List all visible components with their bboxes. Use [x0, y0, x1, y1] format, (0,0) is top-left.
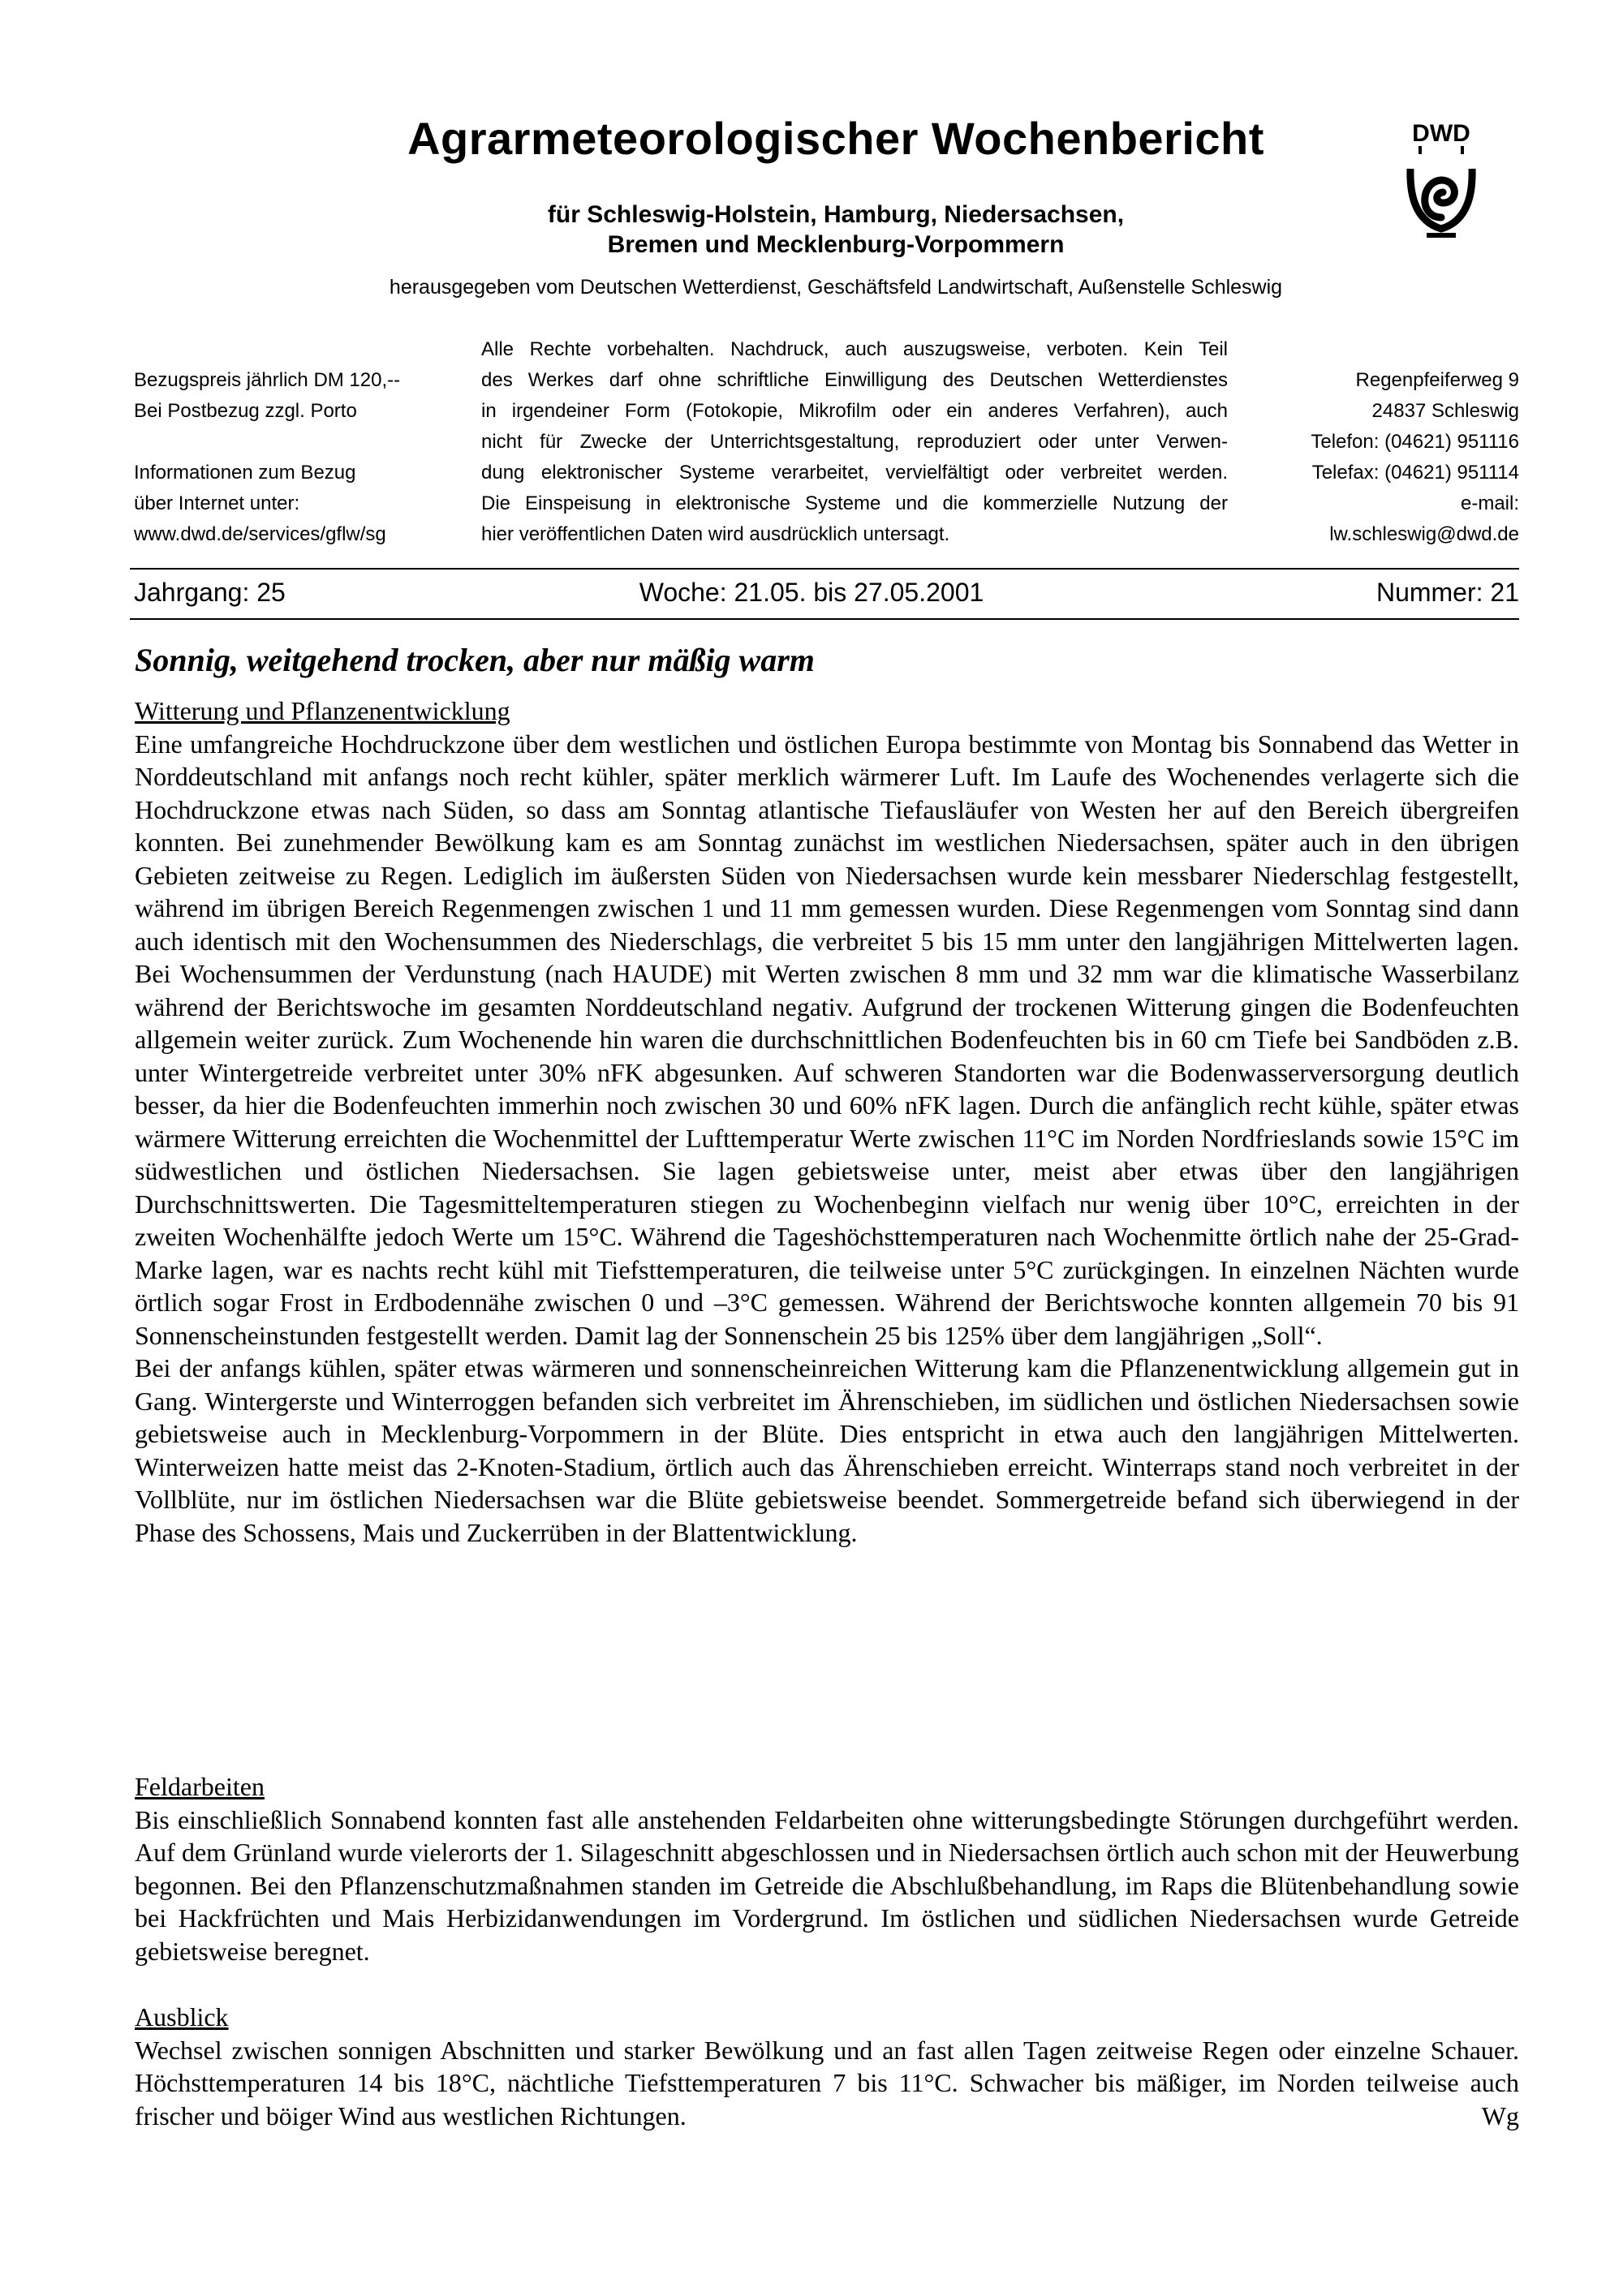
copyright-notice	[481, 334, 1228, 550]
price-line-2: Bei Postbezug zzgl. Porto	[134, 400, 357, 422]
subtitle-line-1: für Schleswig-Holstein, Hamburg, Niedersachsen,	[547, 201, 1125, 228]
svg-text:DWD: DWD	[1412, 120, 1470, 147]
issue-number: Nummer: 21	[1375, 578, 1519, 607]
section-heading-feldarbeiten: Feldarbeiten	[135, 1772, 265, 1801]
address-city: 24837 Schleswig	[1371, 400, 1519, 422]
week-range: Woche: 21.05. bis 27.05.2001	[639, 578, 984, 607]
publisher-line: herausgegeben vom Deutschen Wetterdienst, Geschäftsfeld Landwirtschaft, Außenstelle Schleswig	[389, 276, 1283, 299]
subtitle-line-2: Bremen und Mecklenburg-Vorpommern	[607, 231, 1065, 258]
subscription-info	[134, 365, 450, 550]
ausblick-text: Wechsel zwischen sonnigen Abschnitten und starker Bewölkung und an fast allen Tagen zeitweise Regen oder einzelne Schauer. Höchsttemperaturen 14 bis 18°C, nächtliche Tiefsttemperaturen 7 bis 11°C. Schwacher bis mäßiger, im Norden teilweise auch frischer und böiger Wind aus westlichen Richtungen.	[135, 2035, 1519, 2130]
email-address: lw.schleswig@dwd.de	[1329, 523, 1519, 545]
report-headline: Sonnig, weitgehend trocken, aber nur mäßig warm	[135, 642, 815, 678]
contact-address	[1217, 365, 1519, 550]
info-line-2: über Internet unter:	[134, 492, 300, 514]
dwd-logo-icon	[1402, 114, 1480, 243]
report-subtitle	[268, 200, 1404, 260]
copyright-line: hier veröffentlichen Daten wird ausdrücklich untersagt.	[481, 523, 950, 545]
feldarbeiten-paragraph: Bis einschließlich Sonnabend konnten fast alle anstehenden Feldarbeiten ohne witterungsbedingte Störungen durchgeführt werden. Auf dem Grünland wurde vielerorts der 1. Silageschnitt abgeschlossen und in Niedersachsen örtlich auch schon mit der Heuwerbung begonnen. Bei den Pflanzenschutzmaßnahmen standen im Getreide die Abschlußbehandlung, im Raps die Blütenbehandlung sowie bei Hackfrüchten und Mais Herbizidanwendungen im Vordergrund. Im östlichen und südlichen Niedersachsen wurde Getreide gebietsweise beregnet.	[135, 1804, 1519, 1966]
section-heading-ausblick: Ausblick	[135, 2002, 229, 2032]
witterung-paragraph-2: Bei der anfangs kühlen, später etwas wärmeren und sonnenscheinreichen Witterung kam die Pflanzenentwicklung allgemein gut in Gang. Wintergerste und Winterroggen befanden sich verbreitet im Ährenschieben, im südlichen und östlichen Niedersachsen sowie gebietsweise auch in Mecklenburg-Vorpommern in der Blüte. Dies entspricht in etwa auch den langjährigen Mittelwerten. Winterweizen hatte meist das 2-Knoten-Stadium, örtlich auch das Ährenschieben erreicht. Winterraps stand noch verbreitet in der Vollblüte, nur im östlichen Niedersachsen war die Blüte gebietsweise beendet. Sommergetreide befand sich überwiegend in der Phase des Schossens, Mais und Zuckerrüben in der Blattentwicklung.	[135, 1353, 1519, 1547]
contact-fax: Telefax: (04621) 951114	[1311, 462, 1519, 484]
author-signature: Wg	[1481, 2100, 1519, 2130]
info-url: www.dwd.de/services/gflw/sg	[134, 523, 386, 545]
divider-top	[130, 568, 1519, 570]
section-ausblick	[135, 2001, 1519, 2132]
contact-phone: Telefon: (04621) 951116	[1311, 431, 1519, 453]
copyright-line: Alle Rechte vorbehalten. Nachdruck, auch auszugsweise, verboten. Kein Teil	[481, 338, 1228, 360]
copyright-line: in irgendeiner Form (Fotokopie, Mikrofilm oder ein anderes Verfahren), auch	[481, 400, 1228, 422]
address-street: Regenpfeiferweg 9	[1355, 369, 1519, 391]
divider-bottom	[130, 618, 1519, 620]
info-line-1: Informationen zum Bezug	[134, 462, 356, 484]
copyright-line: dung elektronischer Systeme verarbeitet, vervielfältigt oder verbreitet werden.	[481, 462, 1228, 484]
copyright-line: nicht für Zwecke der Unterrichtsgestaltung, reproduziert oder unter Verwen-	[481, 431, 1228, 453]
volume-number: Jahrgang: 25	[134, 578, 286, 607]
report-title: Agrarmeteorologischer Wochenbericht	[407, 113, 1264, 164]
section-witterung	[135, 694, 1519, 1549]
email-label: e-mail:	[1460, 492, 1519, 514]
witterung-paragraph-1: Eine umfangreiche Hochdruckzone über dem westlichen und östlichen Europa bestimmte von Montag bis Sonnabend das Wetter in Norddeutschland mit anfangs noch recht kühler, später merklich wärmerer Luft. Im Laufe des Wochenendes verlagerte sich die Hochdruckzone etwas nach Süden, so dass am Sonntag atlantische Tiefausläufer von Westen her auf den Bereich übergreifen konnten. Bei zunehmender Bewölkung kam es am Sonntag zunächst im westlichen Niedersachsen, später auch in den übrigen Gebieten zeitweise zu Regen. Lediglich im äußersten Süden von Niedersachsen wurde kein messbarer Niederschlag festgestellt, während im übrigen Bereich Regenmengen zwischen 1 und 11 mm gemessen wurden. Diese Regenmengen vom Sonntag sind dann auch identisch mit den Wochensummen des Niederschlags, die verbreitet 5 bis 15 mm unter den langjährigen Mittelwerten lagen. Bei Wochensummen der Verdunstung (nach HAUDE) mit Werten zwischen 8 mm und 32 mm war die klimatische Wasserbilanz während der Berichtswoche im gesamten Norddeutschland negativ. Aufgrund der trockenen Witterung gingen die Bodenfeuchten allgemein weiter zurück. Zum Wochenende hin waren die durchschnittlichen Bodenfeuchten bis in 60 cm Tiefe bei Sandböden z.B. unter Wintergetreide verbreitet unter 30% nFK abgesunken. Auf schweren Standorten war die Bodenwasserversorgung deutlich besser, da hier die Bodenfeuchten immerhin noch zwischen 30 und 60% nFK lagen. Durch die anfänglich recht kühle, später etwas wärmere Witterung erreichten die Wochenmittel der Lufttemperatur Werte zwischen 11°C im Norden Nordfrieslands sowie 15°C im südwestlichen und östlichen Niedersachsen. Sie lagen gebietsweise unter, meist aber etwas über den langjährigen Durchschnittswerten. Die Tagesmitteltemperaturen stiegen zu Wochenbeginn vielfach nur wenig über 10°C, erreichten in der zweiten Wochenhälfte jedoch Werte um 15°C. Während die Tageshöchsttemperaturen nach Wochenmitte örtlich nahe der 25-Grad-Marke lagen, war es nachts recht kühl mit Tiefsttemperaturen, die teilweise unter 5°C zurückgingen. In einzelnen Nächten wurde örtlich sogar Frost in Erdbodennähe zwischen 0 und –3°C gemessen. Während der Berichtswoche konnten allgemein 70 bis 91 Sonnenscheinstunden festgestellt werden. Damit lag der Sonnenschein 25 bis 125% über dem langjährigen „Soll“.	[135, 729, 1519, 1350]
price-line-1: Bezugspreis jährlich DM 120,--	[134, 369, 401, 391]
copyright-line: des Werkes darf ohne schriftliche Einwilligung des Deutschen Wetterdienstes	[481, 369, 1228, 391]
section-feldarbeiten	[135, 1770, 1519, 1967]
section-heading-witterung: Witterung und Pflanzenentwicklung	[135, 696, 510, 725]
copyright-line: Die Einspeisung in elektronische Systeme und die kommerzielle Nutzung der	[481, 492, 1228, 514]
ausblick-paragraph	[135, 2034, 1519, 2133]
